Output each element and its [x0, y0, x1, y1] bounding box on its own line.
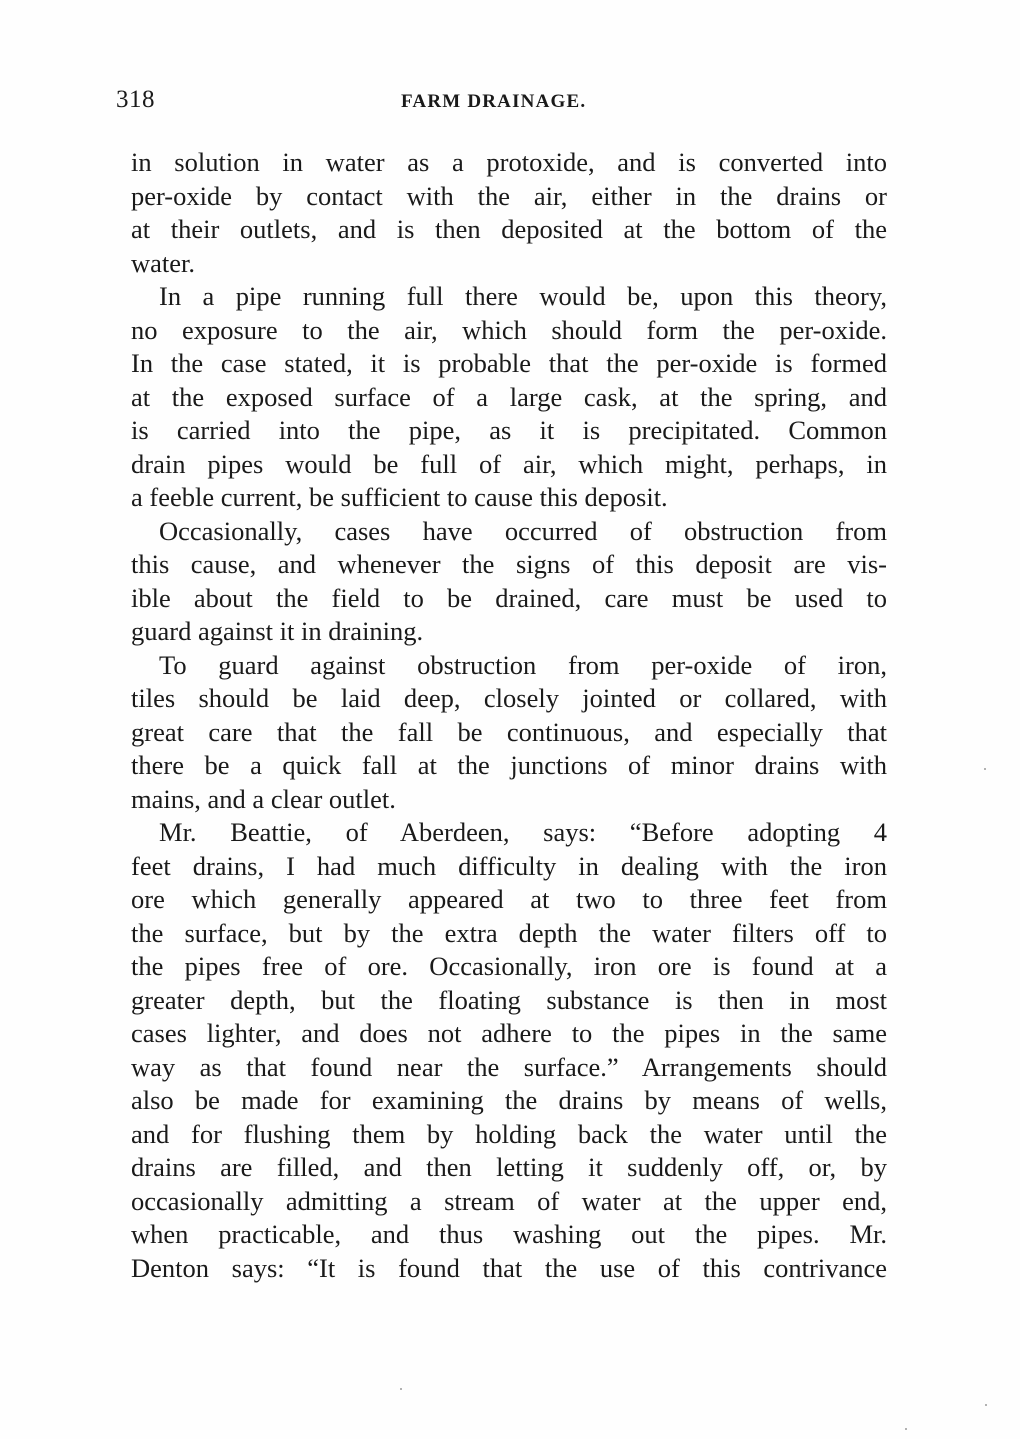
scan-speck	[400, 1388, 402, 1390]
text-line: tiles should be laid deep, closely jointed or collared, with	[131, 683, 887, 713]
text-line: in solution in water as a protoxide, and is converted into	[131, 147, 887, 177]
text-line: In the case stated, it is probable that the per-oxide is formed	[131, 348, 887, 378]
text-line: In a pipe running full there would be, upon this theory,	[159, 281, 887, 311]
text-line: Denton says: “It is found that the use of this contrivance	[131, 1252, 887, 1283]
text-line: and for flushing them by holding back the water until the	[131, 1118, 887, 1149]
text-line: this cause, and whenever the signs of this deposit are vis-	[131, 549, 887, 579]
text-line: Mr. Beattie, of Aberdeen, says: “Before adopting 4	[159, 817, 887, 847]
text-line: water.	[131, 247, 196, 278]
page-header	[116, 86, 896, 120]
text-line: at the exposed surface of a large cask, at the spring, and	[131, 381, 887, 412]
text-line: at their outlets, and is then deposited at the bottom of the	[131, 214, 887, 244]
text-line: also be made for examining the drains by means of wells,	[131, 1085, 887, 1115]
body-text	[131, 146, 887, 1285]
text-line: feet drains, I had much difficulty in dealing with the iron	[131, 850, 887, 881]
text-line: when practicable, and thus washing out the pipes. Mr.	[131, 1219, 887, 1249]
text-line: ore which generally appeared at two to three feet from	[131, 884, 887, 914]
text-line: greater depth, but the floating substance is then in most	[131, 984, 887, 1015]
text-line: is carried into the pipe, as it is precipitated. Common	[131, 415, 887, 445]
paragraph	[131, 649, 887, 817]
paragraph	[131, 280, 887, 515]
text-line: way as that found near the surface.” Arrangements should	[131, 1051, 887, 1082]
text-line: occasionally admitting a stream of water at the upper end,	[131, 1185, 887, 1216]
text-line: per-oxide by contact with the air, either in the drains or	[131, 180, 887, 211]
paragraph	[131, 146, 887, 280]
text-line: ible about the field to be drained, care must be used to	[131, 582, 887, 613]
text-line: cases lighter, and does not adhere to the pipes in the same	[131, 1018, 887, 1048]
scan-speck	[905, 1428, 907, 1430]
text-line: great care that the fall be continuous, and especially that	[131, 716, 887, 747]
scan-speck	[984, 768, 986, 770]
paragraph	[131, 816, 887, 1285]
text-line: the pipes free of ore. Occasionally, iron ore is found at a	[131, 951, 887, 981]
text-line: guard against it in draining.	[131, 616, 424, 646]
text-line: a feeble current, be sufficient to cause this deposit.	[131, 482, 668, 512]
text-line: drain pipes would be full of air, which might, perhaps, in	[131, 448, 887, 479]
text-line: no exposure to the air, which should form the per-oxide.	[131, 314, 887, 345]
page-number: 318	[116, 86, 155, 113]
text-line: drains are filled, and then letting it suddenly off, or, by	[131, 1152, 887, 1182]
text-line: To guard against obstruction from per-oxide of iron,	[159, 649, 887, 680]
text-line: the surface, but by the extra depth the water filters off to	[131, 917, 887, 948]
text-line: Occasionally, cases have occurred of obstruction from	[159, 515, 887, 546]
paragraph	[131, 515, 887, 649]
running-title: FARM DRAINAGE.	[401, 91, 587, 112]
scan-speck	[985, 1404, 987, 1406]
text-line: there be a quick fall at the junctions of minor drains with	[131, 750, 887, 780]
text-line: mains, and a clear outlet.	[131, 783, 396, 814]
